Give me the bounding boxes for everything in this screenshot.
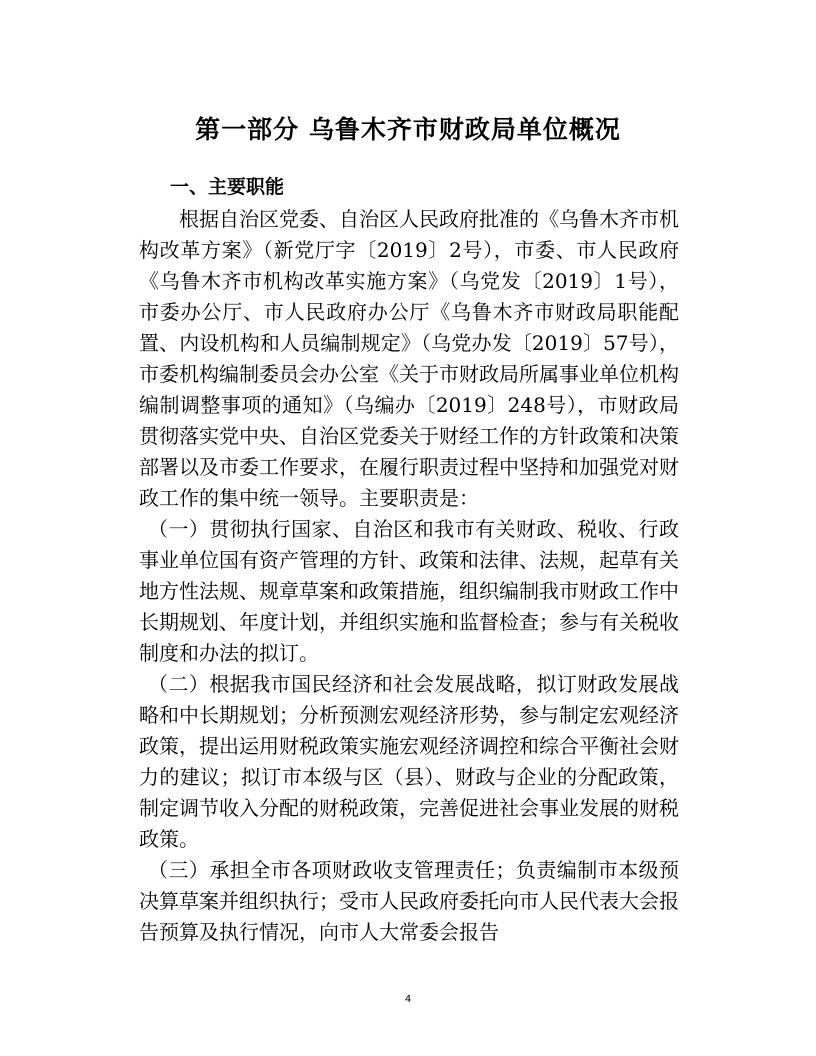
page-number: 4 bbox=[404, 994, 412, 1005]
duty-item-2: （二）根据我市国民经济和社会发展战略，拟订财政发展战略和中长期规划；分析预测宏观经济形势，参与制定宏观经济政策，提出运用财税政策实施宏观经济调控和综合平衡社会财力的建议；拟订市本级与区（县）、财政与企业的分配政策，制定调节收入分配的财税政策，完善促进社会事业发展的财税政策。 bbox=[139, 672, 679, 851]
duty-item-3: （三）承担全市各项财政收支管理责任；负责编制市本级预决算草案并组织执行；受市人民政府委托向市人民代表大会报告预算及执行情况，向市人大常委会报告 bbox=[139, 858, 679, 944]
duty-item-1: （一）贯彻执行国家、自治区和我市有关财政、税收、行政事业单位国有资产管理的方针、政策和法律、法规，起草有关地方性法规、规章草案和政策措施，组织编制我市财政工作中长期规划、年度计划，并组织实施和监督检查；参与有关税收制度和办法的拟订。 bbox=[139, 517, 679, 665]
section-heading: 一、主要职能 bbox=[170, 176, 285, 198]
intro-paragraph: 根据自治区党委、自治区人民政府批准的《乌鲁木齐市机构改革方案》（新党厅字〔2019〕2号），市委、市人民政府《乌鲁木齐市机构改革实施方案》（乌党发〔2019〕1号），市委办公厅、市人民政府办公厅《乌鲁木齐市财政局职能配置、内设机构和人员编制规定》（乌党办发〔2019〕57号），市委机构编制委员会办公室《关于市财政局所属事业单位机构编制调整事项的通知》（乌编办〔2019〕248号），市财政局贯彻落实党中央、自治区党委关于财经工作的方针政策和决策部署以及市委工作要求，在履行职责过程中坚持和加强党对财政工作的集中统一领导。主要职责是： bbox=[139, 207, 679, 510]
body-text bbox=[139, 204, 679, 948]
page-title: 第一部分 乌鲁木齐市财政局单位概况 bbox=[195, 115, 621, 144]
